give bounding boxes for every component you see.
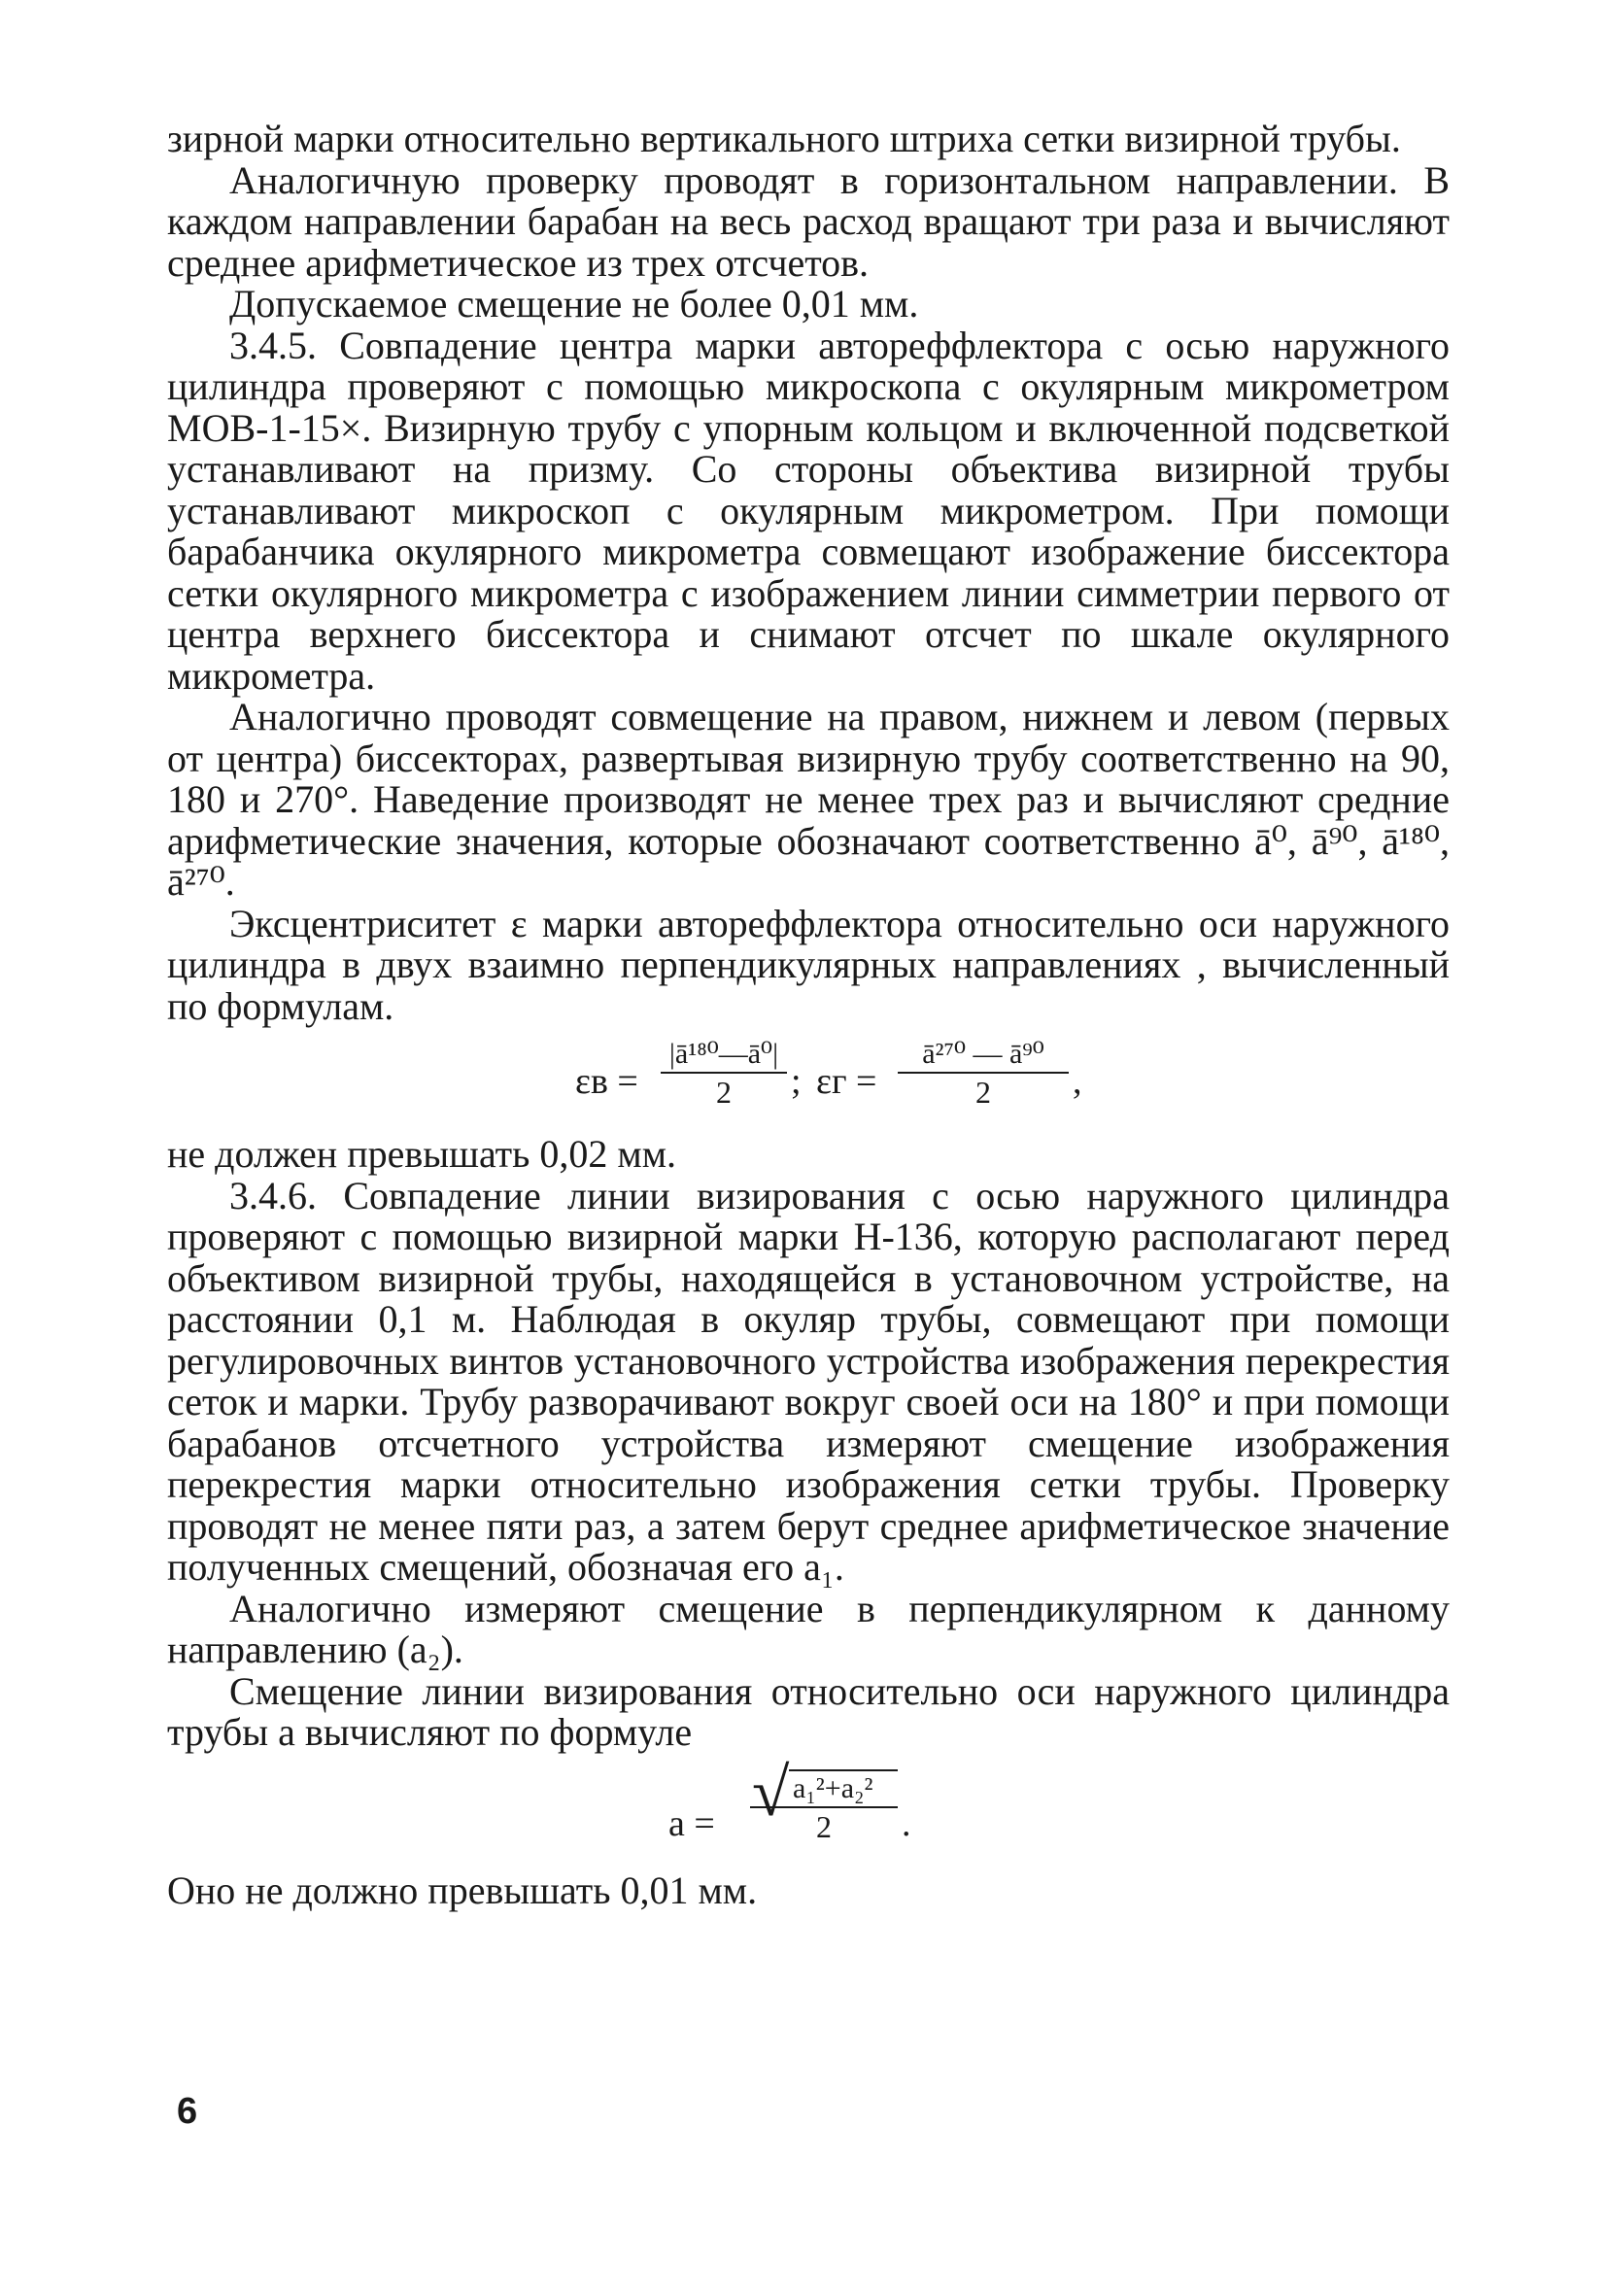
paragraph-eccentricity: Эксцентриситет ε марки автореффлектора относительно оси наружного цилиндра в двух взаимно перпендикулярных направлениях , вычисленный по формулам. bbox=[167, 901, 1450, 1028]
paragraph-offset-formula-intro: Смещение линии визирования относительно оси наружного цилиндра трубы a вычисляют по формуле bbox=[167, 1668, 1450, 1754]
paragraph-horizontal-check: Аналогичную проверку проводят в горизонтальном направлении. В каждом направлении барабан на весь расход вращают три раза и вычисляют среднее арифметическое из трех отсчетов. bbox=[167, 157, 1450, 285]
paragraph-3-4-6: 3.4.6. Совпадение линии визирования с осью наружного цилиндра проверяют с помощью визирной марки Н-136, которую располагают перед объективом визирной трубы, находящейся в установочном устройстве, на расстоянии 0,1 м. Наблюдая в окуляр трубы, совмещают при помощи регулировочных винтов установочного устройства изображения перекрестия сеток и марки. Трубу разворачивают вокруг своей оси на 180° и при помощи барабанов отсчетного устройства измеряют смещение изображения перекрестия марки относительно изображения сетки трубы. Проверку проводят не менее пяти раз, а затем берут среднее арифметическое значение полученных смещений, обозначая его a₁. bbox=[167, 1173, 1450, 1589]
paragraph-limit-001: Оно не должно превышать 0,01 мм. bbox=[167, 1868, 758, 1912]
formula-end-period: . bbox=[902, 1802, 911, 1844]
formula-eps-v-fraction bbox=[661, 1037, 787, 1111]
formula-eps-g-numerator: ā²⁷⁰ — ā⁹⁰ bbox=[922, 1038, 1044, 1070]
body-text bbox=[167, 119, 1450, 1911]
formula-a-denominator: 2 bbox=[750, 1806, 898, 1845]
formula-a-numerator: a₁²+a₂² bbox=[789, 1769, 898, 1806]
formula-eccentricity bbox=[167, 1027, 1450, 1134]
paragraph-bisectors: Аналогично проводят совмещение на правом, нижнем и левом (первых от центра) биссекторах, развертывая визирную трубу соответственно на 90, 180 и 270°. Наведение производят не менее трех раз и вычисляют средние арифметические значения, которые обозначают соответственно ā⁰, ā⁹⁰, ā¹⁸⁰, ā²⁷⁰. bbox=[167, 695, 1450, 904]
formula-a-label: a = bbox=[668, 1802, 715, 1844]
sqrt-radical-icon: √ bbox=[752, 1755, 790, 1831]
formula-eps-v-denominator: 2 bbox=[661, 1072, 787, 1111]
paragraph-tolerance: Допускаемое смещение не более 0,01 мм. bbox=[229, 282, 919, 326]
paragraph-3-4-5: 3.4.5. Совпадение центра марки автореффлектора с осью наружного цилиндра проверяют с помощью микроскопа с окулярным микрометром МОВ-1-15×. Визирную трубу с упорным кольцом и включенной подсветкой устанавливают на призму. Со стороны объектива визирной трубы устанавливают микроскоп с окулярным микрометром. При помощи барабанчика окулярного микрометра совмещают изображение биссектора сетки окулярного микрометра с изображением линии симметрии первого от центра верхнего биссектора и снимают отсчет по шкале окулярного микрометра. bbox=[167, 323, 1450, 698]
formula-eps-g-denominator: 2 bbox=[898, 1072, 1069, 1111]
formula-eps-v-label: εв = bbox=[575, 1061, 638, 1102]
paragraph-continuation: зирной марки относительно вертикального штриха сетки визирной трубы. bbox=[167, 117, 1401, 160]
formula-eps-v-numerator: |ā¹⁸⁰—ā⁰| bbox=[668, 1038, 779, 1070]
paragraph-perpendicular: Аналогично измеряют смещение в перпендикулярном к данному направлению (a₂). bbox=[167, 1586, 1450, 1671]
page-number: 6 bbox=[177, 2091, 198, 2132]
paragraph-limit-002: не должен превышать 0,02 мм. bbox=[167, 1132, 677, 1176]
formula-separator: ; bbox=[791, 1061, 802, 1102]
formula-eps-g-label: εг = bbox=[816, 1061, 877, 1102]
formula-end-comma: , bbox=[1073, 1061, 1082, 1102]
formula-a-fraction bbox=[750, 1769, 898, 1845]
formula-offset bbox=[167, 1754, 1450, 1870]
formula-eps-g-fraction bbox=[898, 1037, 1069, 1111]
